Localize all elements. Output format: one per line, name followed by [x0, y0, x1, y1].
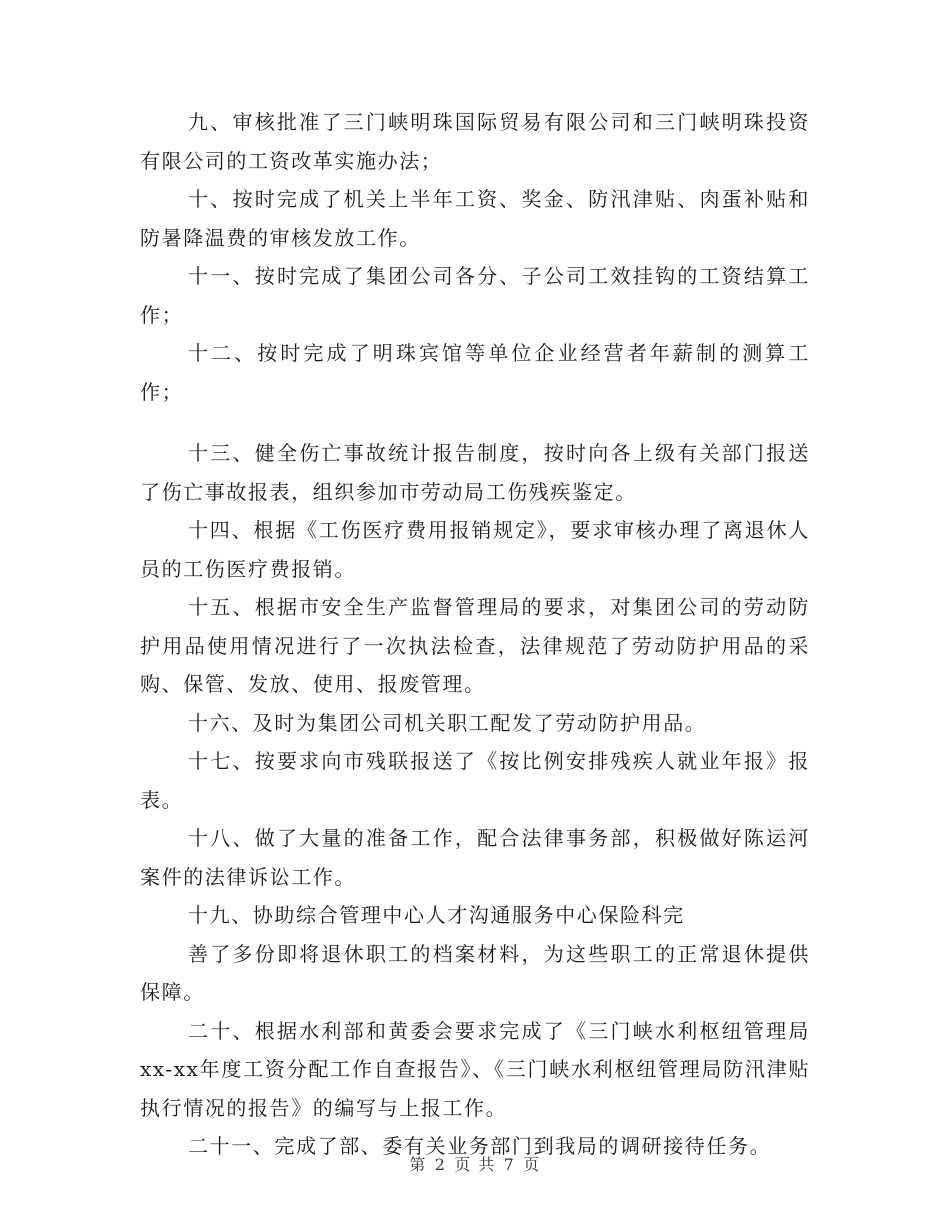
paragraph-15: 十五、根据市安全生产监督管理局的要求，对集团公司的劳动防护用品使用情况进行了一次执法检查，法律规范了劳动防护用品的采购、保管、发放、使用、报废管理。 [140, 595, 810, 696]
paragraph-16: 十六、及时为集团公司机关职工配发了劳动防护用品。 [188, 710, 707, 735]
paragraph-13: 十三、健全伤亡事故统计报告制度，按时向各上级有关部门报送了伤亡事故报表，组织参加市劳动局工伤残疾鉴定。 [140, 441, 810, 504]
footer-middle: 页 共 [454, 1155, 496, 1174]
footer-prefix: 第 [409, 1155, 427, 1174]
paragraph-14: 十四、根据《工伤医疗费用报销规定》，要求审核办理了离退休人员的工伤医疗费报销。 [140, 518, 810, 581]
paragraph-17: 十七、按要求向市残联报送了《按比例安排残疾人就业年报》报表。 [140, 749, 810, 812]
paragraph-20: 二十、根据水利部和黄委会要求完成了《三门峡水利枢纽管理局xx-xx年度工资分配工作自查报告》、《三门峡水利枢纽管理局防汛津贴执行情况的报告》的编写与上报工作。 [140, 1018, 810, 1120]
footer-page-number: 2 [434, 1155, 447, 1174]
paragraph-19: 十九、协助综合管理中心人才沟通服务中心保险科完 [188, 903, 685, 927]
paragraph-9: 九、审核批准了三门峡明珠国际贸易有限公司和三门峡明珠投资有限公司的工资改革实施办法； [140, 110, 810, 173]
paragraph-19-continued: 善了多份即将退休职工的档案材料，为这些职工的正常退休提供保障。 [140, 941, 810, 1004]
paragraph-gap [140, 411, 810, 434]
page-footer [0, 1152, 950, 1175]
paragraph-18: 十八、做了大量的准备工作，配合法律事务部，积极做好陈运河案件的法律诉讼工作。 [140, 826, 810, 889]
footer-suffix: 页 [523, 1155, 541, 1174]
paragraph-12: 十二、按时完成了明珠宾馆等单位企业经营者年薪制的测算工作； [140, 341, 810, 404]
document-body [140, 103, 810, 1166]
paragraph-10: 十、按时完成了机关上半年工资、奖金、防汛津贴、肉蛋补贴和防暑降温费的审核发放工作。 [140, 187, 810, 250]
footer-total-pages: 7 [503, 1155, 516, 1174]
paragraph-11: 十一、按时完成了集团公司各分、子公司工效挂钩的工资结算工作； [140, 264, 810, 327]
paragraph-21: 二十一、完成了部、委有关业务部门到我局的调研接待任务。 [188, 1134, 772, 1158]
